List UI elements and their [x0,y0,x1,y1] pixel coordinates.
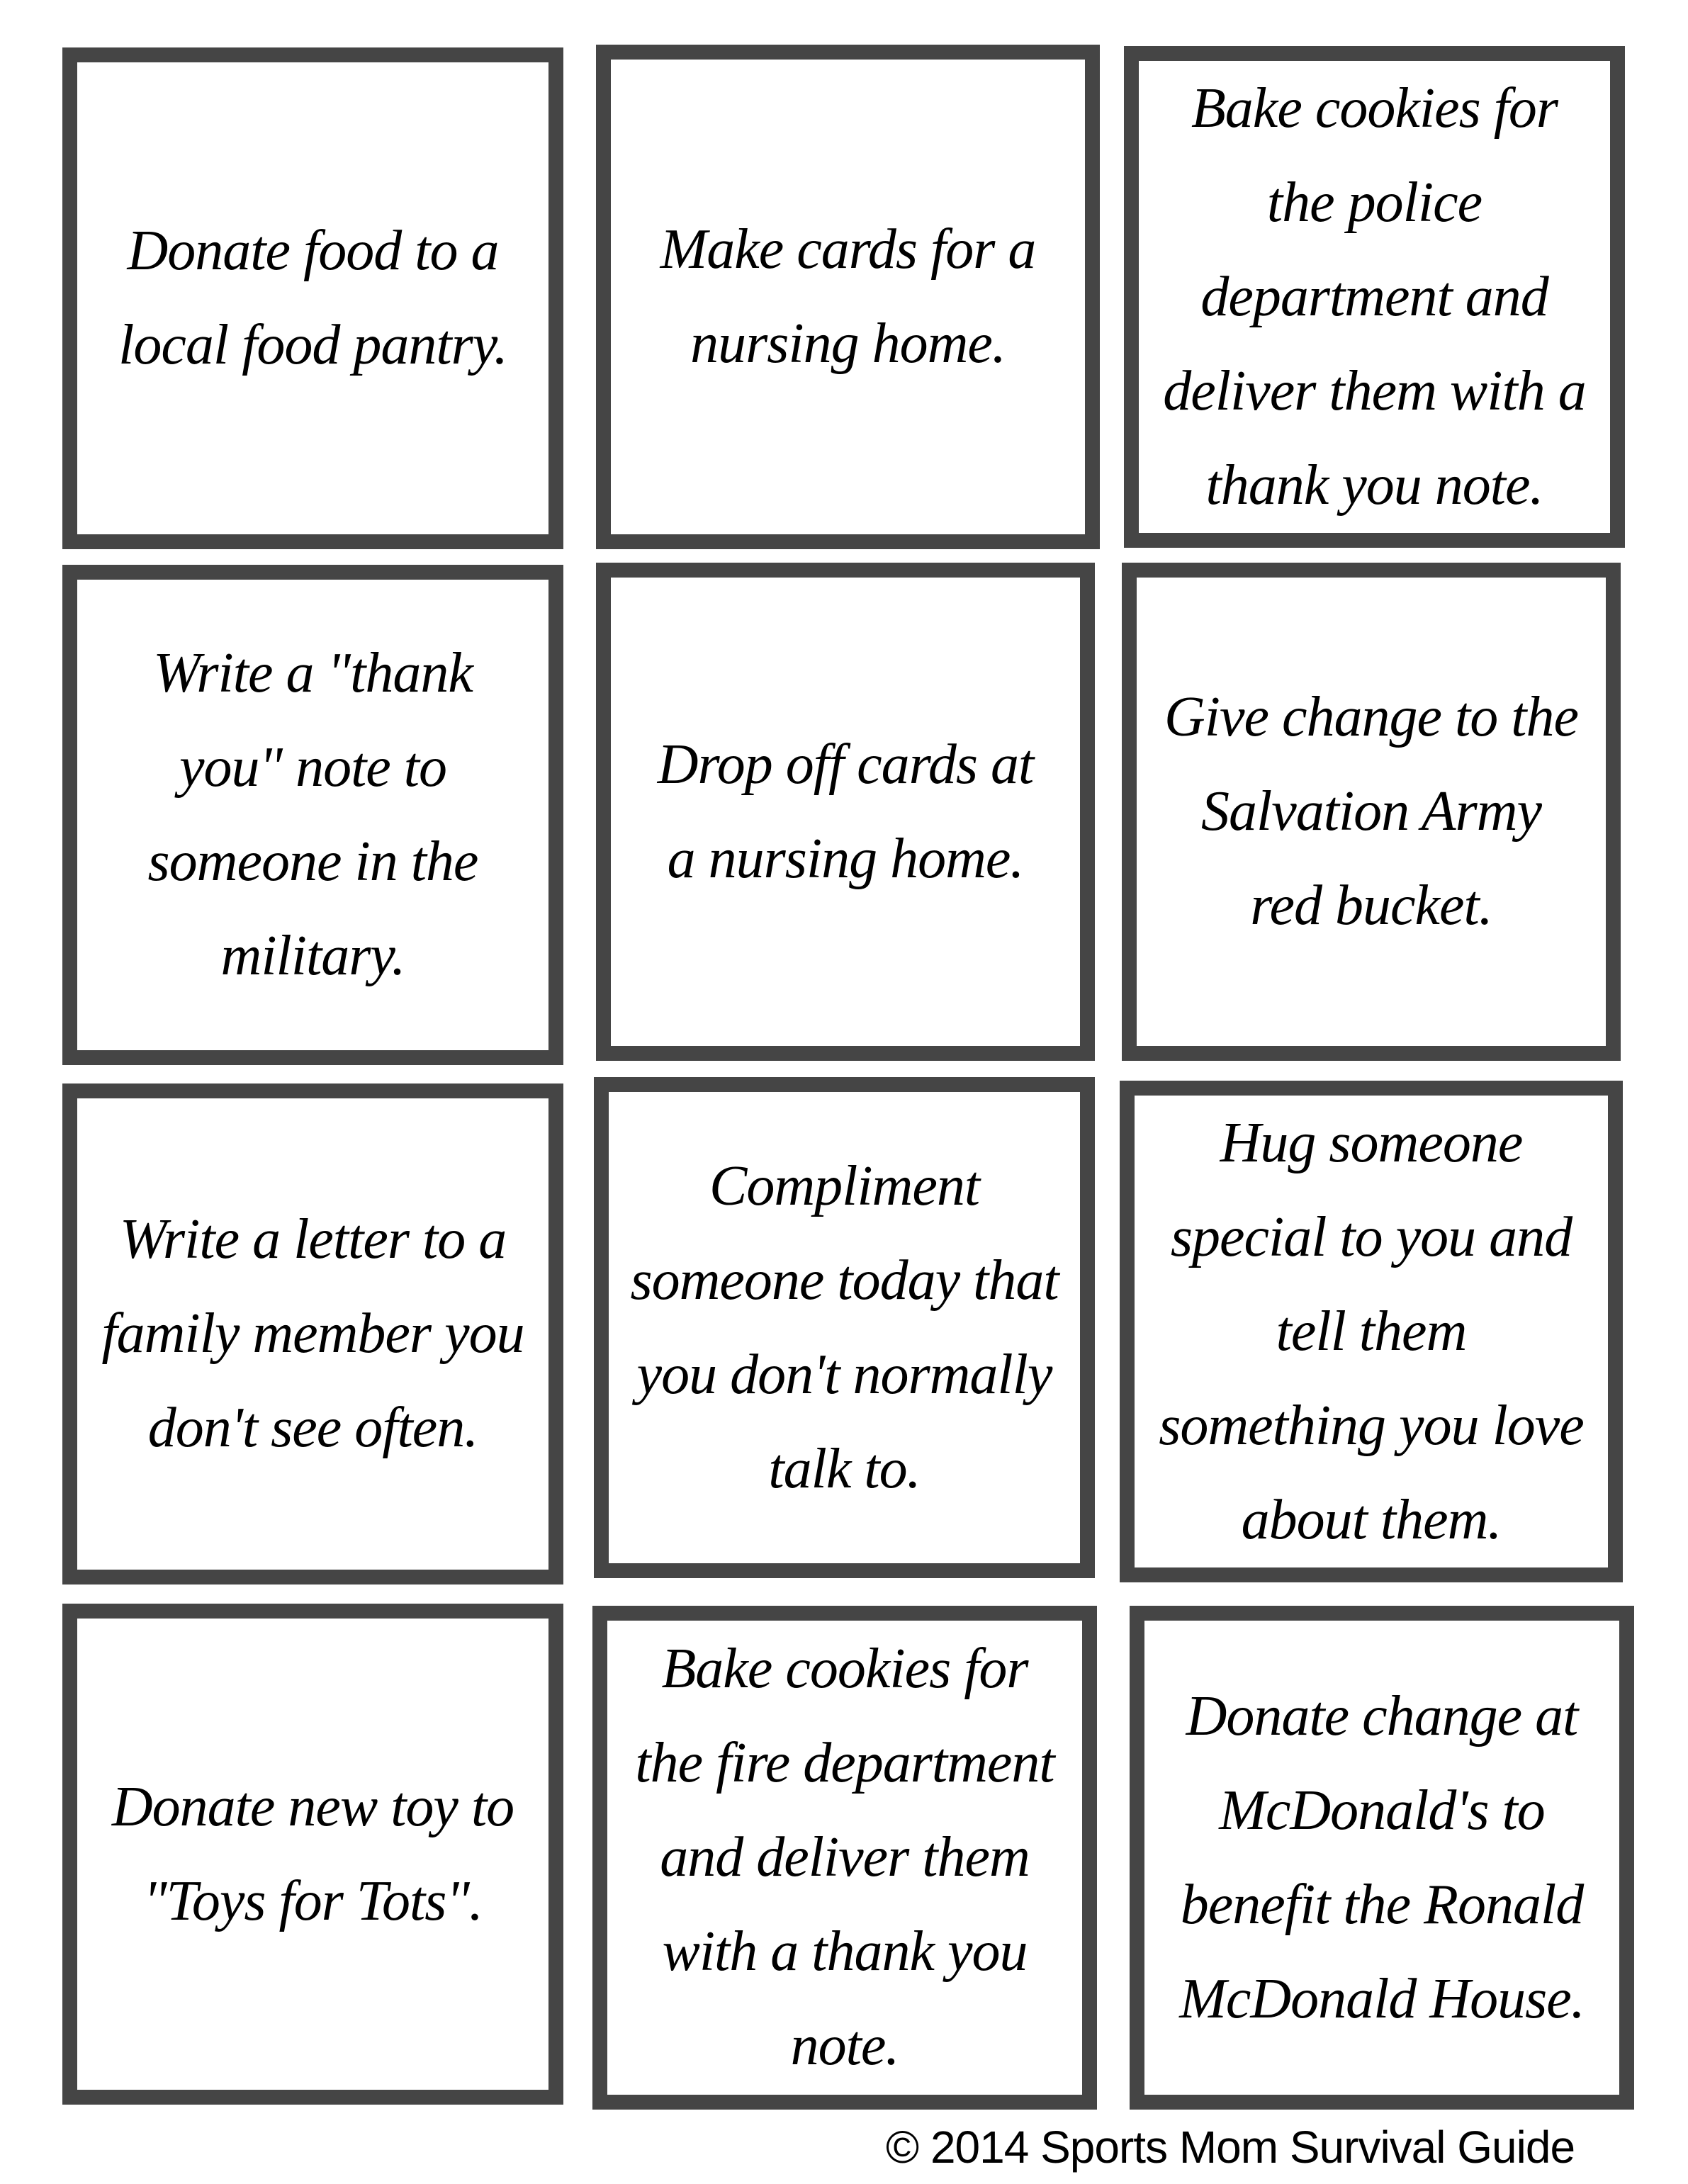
card-text-line: someone today that [630,1249,1059,1312]
card-text-line: something you love [1159,1394,1584,1457]
card-text-line: Salvation Army [1200,780,1542,843]
card-text-line: McDonald's to [1219,1779,1545,1842]
card-text-line: Hug someone [1220,1111,1523,1174]
card-text-line: nursing home. [690,313,1006,375]
card-text-line: local food pantry. [118,314,507,376]
kindness-card-6 [1122,563,1621,1061]
card-text-line: special to you and [1170,1205,1572,1268]
card-text-line: benefit the Ronald [1180,1873,1584,1936]
card-text-line: military. [220,925,405,987]
card-text-line: Bake cookies for [661,1638,1028,1700]
card-text-line: you don't normally [636,1343,1052,1406]
card-text-line: about them. [1241,1488,1502,1551]
card-text-line: Write a letter to a [119,1208,507,1271]
card-text-line: thank you note. [1205,454,1543,517]
card-text-line: McDonald House. [1179,1967,1585,2030]
card-text-line: Make cards for a [660,218,1036,281]
kindness-card-9 [1120,1081,1623,1582]
card-text-line: with a thank you [662,1920,1028,1983]
card-text-line: Give change to the [1164,686,1578,748]
card-text-line: family member you [101,1302,524,1365]
card-text-line: Donate food to a [127,220,499,282]
kindness-card-7 [62,1083,563,1584]
card-text-line: and deliver them [660,1826,1030,1889]
card-text-line: deliver them with a [1163,359,1586,422]
card-text-line: you" note to [179,736,447,799]
kindness-card-12 [1130,1606,1634,2110]
card-text-line: talk to. [768,1437,921,1500]
kindness-card-3 [1124,46,1625,548]
card-text-line: "Toys for Tots". [143,1869,483,1932]
card-text-line: the fire department [635,1732,1054,1794]
card-text-line: Write a "thank [153,642,473,704]
card-text-line: red bucket. [1250,874,1492,937]
card-text-line: Donate change at [1186,1684,1578,1747]
card-text-line: a nursing home. [667,827,1024,890]
kindness-card-10 [62,1604,563,2105]
card-text-line: note. [790,2015,899,2077]
card-text-line: Donate new toy to [111,1775,514,1838]
kindness-card-2 [596,45,1100,549]
card-text-line: Compliment [709,1154,980,1217]
card-text-line: department and [1200,265,1548,328]
kindness-card-1 [62,47,563,549]
kindness-card-5 [596,563,1095,1061]
card-text-line: Bake cookies for [1191,77,1558,140]
kindness-card-4 [62,565,563,1065]
kindness-card-11 [592,1606,1097,2110]
card-text-line: Drop off cards at [657,733,1034,796]
card-text-line: someone in the [147,831,478,893]
card-text-line: tell them [1276,1300,1467,1363]
card-text-line: don't see often. [147,1397,478,1459]
kindness-card-8 [594,1077,1095,1578]
copyright-footer: © 2014 Sports Mom Survival Guide [886,2122,1575,2173]
card-text-line: the police [1266,171,1482,234]
